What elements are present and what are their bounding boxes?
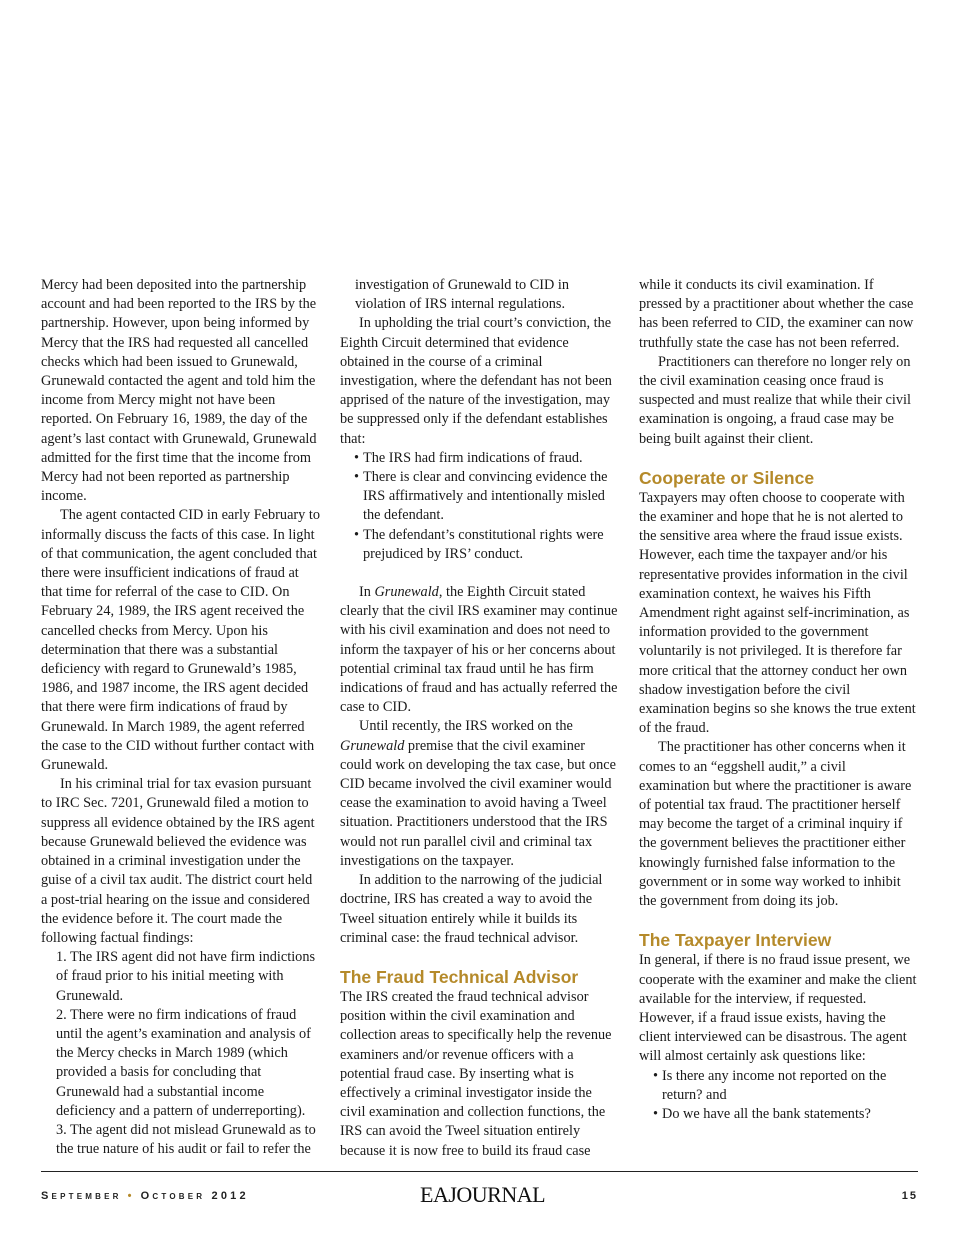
finding-item: 1. The IRS agent did not have firm indictions of fraud prior to his initial meeting with Grunewald. [56,949,316,1004]
column-3 [639,276,919,1124]
body-paragraph: The IRS created the fraud technical advisor position within the civil examination and collection areas to specifically help the revenue examiners and/or revenue officers with a potential fraud case. By inserting what is effectively a criminal investigator inside the civil examination and collection functions, the IRS can avoid the Tweel situation entirely because it is now free to build its fraud case [340,988,612,1159]
body-paragraph: while it conducts its civil examination. If pressed by a practitioner about whether the case has been referred to CID, the examiner can now truthfully state the case has not been referred. [639,277,914,351]
finding-item: 3. The agent did not mislead Grunewald as to the true nature of his audit or fail to refer the [56,1121,316,1158]
journal-logo: EAJOURNAL [420,1182,546,1207]
body-paragraph: In addition to the narrowing of the judicial doctrine, IRS has created a way to avoid the Tweel situation entirely while it builds its criminal case: the fraud technical advisor. [340,872,603,946]
list-item: • There is clear and convincing evidence the IRS affirmatively and intentionally misled the defendant. [354,469,608,524]
body-paragraph: In his criminal trial for tax evasion pursuant to IRC Sec. 7201, Grunewald filed a motion to suppress all evidence obtained by the IRS agent because Grunewald believed the evidence was obtained in a criminal investigation under the guise of a civil tax audit. The district court held a post-trial hearing on the issue and considered the evidence before it. The court made the following factual findings: [41,776,315,946]
bullet-icon: • [354,449,360,466]
body-paragraph: Taxpayers may often choose to cooperate with the examiner and hope that he is not alerted to the sensitive area where the fraud issue exists. However, each time the taxpayer and/or his representative provides information in the civil examination context, he waives his Fifth Amendment right against self-incrimination, as information provided to the government voluntarily is not privileged. It is therefore far more critical that the attorney conduct her own shadow investigation before the civil examination begins so she knows the true extent of the fraud. [639,489,916,737]
bullet-icon: • [354,526,360,543]
case-name: Grunewald [374,584,439,601]
body-paragraph: In Grunewald, the Eighth Circuit stated clearly that the civil IRS examiner may continue with his civil examination and does not need to inform the taxpayer of his or her concerns about potential criminal tax fraud until he has firm indications of fraud and has actually referred the case to CID. [340,584,618,716]
bullet-icon: • [354,469,360,486]
separator-icon: • [127,1190,135,1202]
page-number: 15 [901,1190,918,1202]
section-heading: Cooperate or Silence [639,467,815,488]
body-paragraph: The practitioner has other concerns when it comes to an “eggshell audit,” a civil examination but where the practitioner is aware of potential tax fraud. The practitioner herself may become the target of a criminal inquiry if the government believes the practitioner either knowingly furnished false information to the government or in some way worked to inhibit the government from doing its job. [639,739,912,910]
body-paragraph: The agent contacted CID in early February to informally discuss the facts of this case. In light of that communication, the agent concluded that there were insufficient indications of fraud at that time for referral of the case to CID. On February 24, 1989, the IRS agent received the cancelled checks from Mercy. Upon his determination that there was a substantial deficiency with regard to Grunewald’s 1985, 1986, and 1987 income, the IRS agent decided that there were firm indications of fraud by Grunewald. In March 1989, the agent referred the case to the CID without further contact with Grunewald. [41,507,321,774]
case-name: Grunewald [340,737,405,754]
body-paragraph: Practitioners can therefore no longer rely on the civil examination ceasing once fraud is suspected and must realize that while their civil examination is ongoing, a fraud case may be being built against their client. [639,353,911,447]
body-paragraph: Until recently, the IRS worked on the Grunewald premise that the civil examiner could work on developing the tax case, but once CID became involved the civil examiner would cease the examination to avoid having a Tweel situation. Practitioners understood that the IRS would not run parallel civil and criminal tax investigations on the taxpayer. [340,718,616,869]
section-heading: The Fraud Technical Advisor [340,966,579,987]
section-heading: The Taxpayer Interview [639,930,832,951]
column-1 [41,276,321,1159]
list-item: • The IRS had firm indications of fraud. [340,449,620,468]
issue-date: September • October 2012 [41,1190,249,1202]
finding-item: 2. There were no firm indications of fraud until the agent’s examination and analysis of the Mercy checks in March 1989 (which provided a basis for concluding that Grunewald had a substantial income deficiency and a pattern of underreporting). [56,1006,311,1119]
column-2 [340,276,620,1161]
criteria-list [340,449,620,564]
question-list [639,1067,919,1125]
body-paragraph: Mercy had been deposited into the partnership account and had been reported to the IRS by the partnership. However, upon being informed by Mercy that the IRS had requested all cancelled checks which had been issued to Grunewald, Grunewald contacted the agent and told him the income from Mercy might not have been reported. On February 16, 1989, the day of the agent’s last contact with Grunewald, Grunewald admitted for the first time that the income from Mercy had not been reported as partnership income. [41,277,317,505]
list-item: • Is there any income not reported on the return? and [653,1067,887,1103]
body-paragraph: In general, if there is no fraud issue present, we cooperate with the examiner and make the client available for the interview, if requested. However, if a fraud issue exists, having the client interviewed can be disastrous. The agent will almost certainly ask questions like: [639,952,917,1065]
list-item: • The defendant’s constitutional rights were prejudiced by IRS’ conduct. [354,526,604,562]
footer-rule [41,1171,918,1172]
list-item: • Do we have all the bank statements? [639,1105,919,1124]
body-paragraph: In upholding the trial court’s conviction, the Eighth Circuit determined that evidence obtained in the course of a criminal investigation, where the defendant has not been apprised of the nature of the investigation, may be suppressed only if the defendant establishes that: [340,315,612,447]
body-paragraph: investigation of Grunewald to CID in violation of IRS internal regulations. [355,277,570,313]
bullet-icon: • [653,1067,659,1084]
bullet-icon: • [653,1105,659,1122]
